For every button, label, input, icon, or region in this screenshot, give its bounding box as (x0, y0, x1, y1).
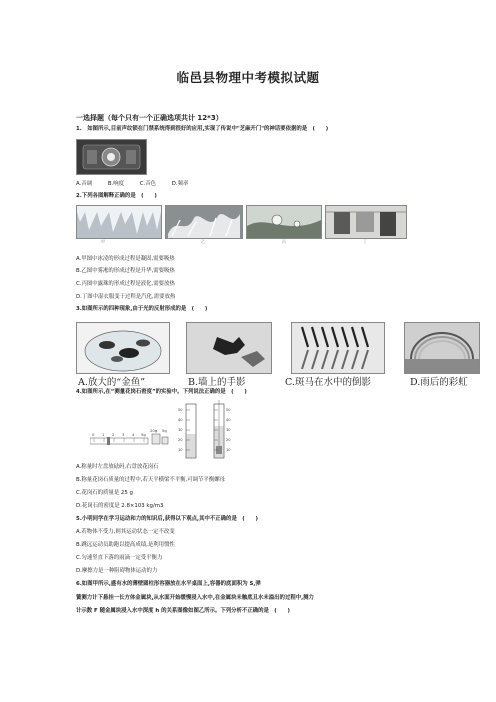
question-6-line-3: 计示数 F 随金属块浸入水中深度 h 的关系图像如图乙所示。下列分析不正确的是 ( ) (76, 608, 291, 614)
cyl2-tick-30: 30 (226, 428, 231, 432)
rime-photo (165, 205, 243, 239)
cyl1-tick-20: 20 (178, 438, 183, 442)
question-5-stem: 5.小明同学在学习运动和力的知识后,获得以下观点,其中不正确的是 ( ) (76, 516, 258, 522)
option-d[interactable]: D.频率 (171, 181, 189, 187)
zebra-reflection-illustration (292, 323, 384, 373)
caption-bing: 丙 (281, 239, 287, 244)
option-a[interactable]: A.音调 (76, 181, 93, 187)
caption-b-hand-shadow: B.墙上的手影 (188, 377, 246, 388)
hand-shadow-photo (186, 322, 272, 374)
cyl1-tick-10: 10 (178, 448, 183, 452)
scale-label-2: 2 (112, 432, 115, 437)
hand-shadow-illustration (187, 323, 271, 373)
question-2-option-c[interactable]: C.丙图中露珠的形成过程是液化,需要放热 (76, 281, 175, 287)
question-3-stem: 3.如图所示的四种现象,由于光的反射形成的是 ( ) (76, 306, 208, 312)
dew-illustration (247, 206, 321, 238)
cyl1-tick-40: 40 (178, 418, 183, 422)
voice-lock-illustration (77, 140, 146, 174)
question-4-stem: 4.如图所示,在“测量花岗石密度”的实验中。下列说法正确的是 ( ) (76, 389, 247, 395)
scale-label-1: 1 (102, 432, 105, 437)
caption-yi: 乙 (200, 239, 206, 244)
question-5-option-d[interactable]: D.摩擦力是一种阻碍物体运动的力 (76, 568, 158, 574)
question-6-line-1: 6.如图甲所示,盛有水的薄壁圆柱形容器放在水平桌面上,容器的底面积为 S,弹 (76, 581, 261, 587)
rainbow-photo (404, 322, 480, 374)
question-6-line-2: 簧测力计下悬挂一长方体金属块,从水面开始缓慢浸入水中,在金属块未触底且水未溢出的过程中,测力 (76, 595, 314, 601)
density-experiment-figure (90, 398, 290, 460)
scale-label-5: 5g (141, 432, 146, 437)
question-4-option-d[interactable]: D.花岗石的密度是 2.8×103 kg/m3 (76, 503, 164, 509)
question-2-option-a[interactable]: A.甲图中冰凌的形成过程是凝固,需要吸热 (76, 256, 175, 262)
cyl2-tick-20: 20 (226, 438, 231, 442)
cyl2-tick-40: 40 (226, 418, 231, 422)
caption-ding: 丁 (362, 239, 368, 244)
scale-label-3: 3 (122, 432, 125, 437)
zebra-reflection-photo (291, 322, 385, 374)
cyl2-tick-50: 50 (226, 408, 231, 412)
goldfish-illustration (77, 323, 169, 373)
icicle-photo (76, 205, 162, 239)
scale-label-4: 4 (132, 432, 135, 437)
rime-illustration (166, 206, 242, 238)
cyl1-tick-50: 50 (178, 408, 183, 412)
section-heading: 一选择题（每个只有一个正确选项共计 12*3） (76, 114, 223, 122)
caption-c-zebra: C.斑马在水中的倒影 (285, 377, 371, 388)
question-5-option-b[interactable]: B.跳远运动员助跑以提高成绩,是利用惯性 (76, 542, 175, 548)
page-title: 临邑县物理中考模拟试题 (176, 70, 320, 85)
cyl1-tick-30: 30 (178, 428, 183, 432)
weight-5g: 5g (162, 428, 167, 433)
dew-photo (246, 205, 322, 239)
option-b[interactable]: B.响度 (107, 181, 125, 187)
clothes-photo (325, 205, 407, 239)
question-4-option-c[interactable]: C.花岗石的质量是 25 g (76, 490, 133, 496)
clothes-illustration (326, 206, 406, 238)
question-4-option-b[interactable]: B.称量花岗石质量的过程中,若天平横梁不平衡,可调节平衡螺母 (76, 477, 225, 483)
option-c[interactable]: C.音色 (139, 181, 156, 187)
question-2-option-d[interactable]: D.丁图中湿衣服变干过程是汽化,需要放热 (76, 294, 176, 300)
icicle-illustration (77, 206, 161, 238)
weight-20g: 20g (150, 428, 158, 433)
rainbow-illustration (405, 323, 479, 373)
question-5-option-a[interactable]: A.若物体不受力,则其运动状态一定不改变 (76, 529, 175, 535)
voice-lock-photo (76, 139, 147, 175)
caption-jia: 甲 (100, 239, 106, 244)
question-1-stem: 1. 如图所示,目前声纹锁在门禁系统得到很好的应用,实现了传说中"芝麻开门"的神话要依据的是 ( ) (76, 126, 329, 132)
question-5-option-c[interactable]: C.匀速竖直下落的雨滴一定受平衡力 (76, 555, 163, 561)
balance-and-cylinders-illustration (90, 398, 290, 460)
question-4-option-a[interactable]: A.称量时左盘放砝码,右盘放花岗石 (76, 464, 159, 470)
scale-label-0: 0 (92, 432, 95, 437)
goldfish-photo (76, 322, 170, 374)
caption-d-rainbow: D.雨后的彩虹 (410, 377, 468, 388)
question-2-option-b[interactable]: B.乙图中雾凇的形成过程是升华,需要吸热 (76, 268, 175, 274)
question-2-stem: 2.下列各图解释正确的是 ( ) (76, 193, 157, 199)
cyl2-tick-10: 10 (226, 448, 231, 452)
question-1-options (76, 181, 202, 188)
caption-a-goldfish: A.放大的“金鱼” (78, 377, 146, 388)
